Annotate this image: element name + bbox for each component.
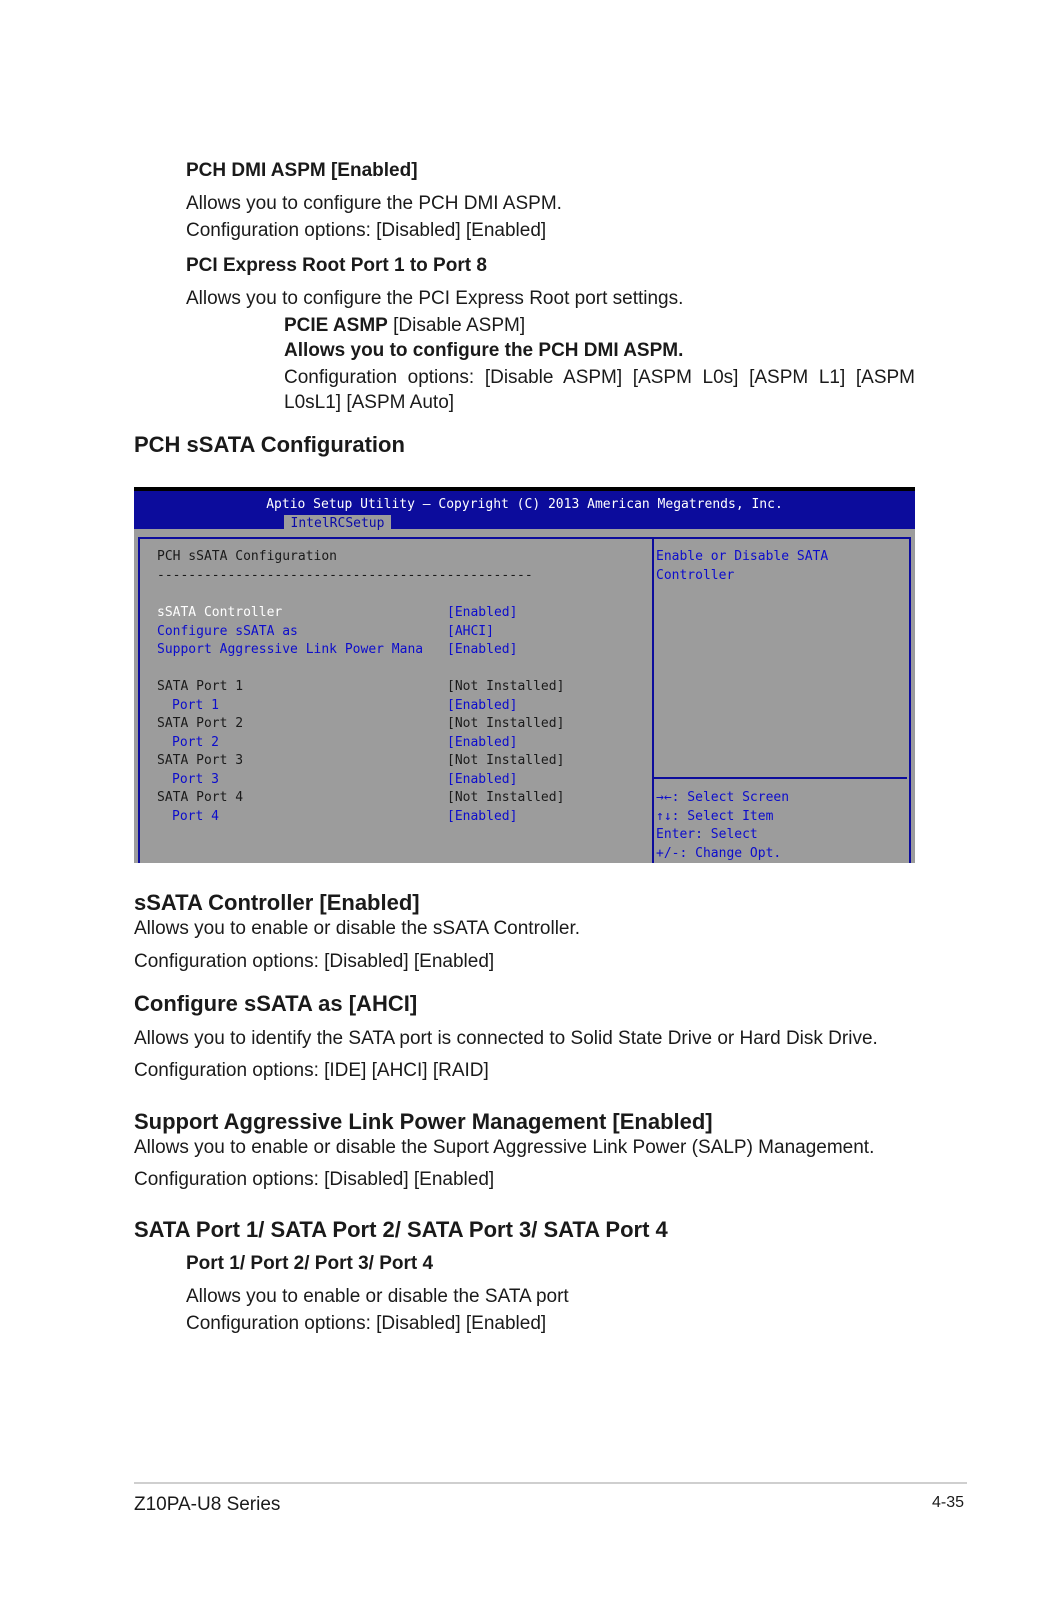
ssata-controller-options: Configuration options: [Disabled] [Enabled] (134, 951, 495, 972)
bios-row-configure-ssata-value[interactable]: [AHCI] (447, 624, 494, 639)
bios-key-enter-select: Enter: Select (656, 827, 758, 842)
footer-series: Z10PA-U8 Series (134, 1494, 281, 1515)
bios-row-port-3-label[interactable]: Port 3 (172, 772, 219, 787)
bios-help-separator (654, 777, 907, 779)
ssata-controller-desc: Allows you to enable or disable the sSATA Controller. (134, 918, 581, 939)
bios-row-port-3-value[interactable]: [Enabled] (447, 772, 518, 787)
bios-help-text-line1: Enable or Disable SATA (656, 549, 829, 564)
bios-row-ssata-controller-value[interactable]: [Enabled] (447, 605, 518, 620)
bios-row-port-2-value[interactable]: [Enabled] (447, 735, 518, 750)
bios-row-ssata-controller-label[interactable]: sSATA Controller (157, 605, 283, 620)
bios-row-sata-port-4-label: SATA Port 4 (157, 790, 244, 805)
bios-title: Aptio Setup Utility – Copyright (C) 2013 American Megatrends, Inc. (266, 497, 783, 512)
bios-row-salp-value[interactable]: [Enabled] (447, 642, 518, 657)
pcie-asmp-value: [Disable ASPM] (387, 315, 526, 336)
ssata-controller-heading: sSATA Controller [Enabled] (134, 890, 420, 915)
pci-express-root-port-heading: PCI Express Root Port 1 to Port 8 (186, 255, 487, 276)
bios-panel-title: PCH sSATA Configuration (157, 549, 338, 564)
bios-row-sata-port-2-value: [Not Installed] (447, 716, 565, 731)
bios-key-select-screen: →←: Select Screen (656, 790, 790, 805)
bios-tab-intelrcsetup[interactable]: IntelRCSetup (284, 515, 391, 533)
pcie-asmp-label: PCIE ASMP (284, 315, 388, 336)
bios-screenshot (134, 487, 915, 863)
bios-header-bar (134, 487, 915, 529)
configure-ssata-heading: Configure sSATA as [AHCI] (134, 991, 418, 1016)
ports-sub-heading: Port 1/ Port 2/ Port 3/ Port 4 (186, 1253, 434, 1274)
salp-desc: Allows you to enable or disable the Suport Aggressive Link Power (SALP) Management. (134, 1137, 875, 1158)
bios-row-sata-port-3-label: SATA Port 3 (157, 753, 244, 768)
bios-row-port-4-label[interactable]: Port 4 (172, 809, 219, 824)
configure-ssata-desc: Allows you to identify the SATA port is connected to Solid State Drive or Hard Disk Drive. (134, 1028, 878, 1049)
pch-ssata-configuration-heading: PCH sSATA Configuration (134, 432, 405, 457)
bios-help-text-line2: Controller (656, 568, 735, 583)
bios-row-port-1-value[interactable]: [Enabled] (447, 698, 518, 713)
salp-options: Configuration options: [Disabled] [Enabled] (134, 1169, 495, 1190)
footer-rule (134, 1482, 967, 1484)
pcie-asmp-options: Configuration options: [Disable ASPM] [ASPM L0s] [ASPM L1] [ASPM L0sL1] [ASPM Auto] (284, 367, 915, 413)
ports-options: Configuration options: [Disabled] [Enabled] (186, 1313, 547, 1334)
pcie-asmp-desc: Allows you to configure the PCH DMI ASPM. (284, 340, 684, 361)
bios-row-salp-label[interactable]: Support Aggressive Link Power Mana (157, 642, 424, 657)
pch-dmi-aspm-options: Configuration options: [Disabled] [Enabled] (186, 220, 547, 241)
bios-row-sata-port-1-value: [Not Installed] (447, 679, 565, 694)
ports-desc: Allows you to enable or disable the SATA port (186, 1286, 569, 1307)
bios-key-change-opt: +/-: Change Opt. (656, 846, 782, 861)
bios-row-port-1-label[interactable]: Port 1 (172, 698, 219, 713)
bios-row-sata-port-1-label: SATA Port 1 (157, 679, 244, 694)
pch-dmi-aspm-heading: PCH DMI ASPM [Enabled] (186, 160, 418, 181)
bios-row-port-2-label[interactable]: Port 2 (172, 735, 219, 750)
bios-row-sata-port-2-label: SATA Port 2 (157, 716, 244, 731)
bios-row-sata-port-4-value: [Not Installed] (447, 790, 565, 805)
bios-separator: ------------------------------------------------ (157, 568, 533, 583)
pci-express-root-port-desc: Allows you to configure the PCI Express Root port settings. (186, 288, 684, 309)
footer-page-number: 4-35 (932, 1494, 965, 1511)
bios-row-sata-port-3-value: [Not Installed] (447, 753, 565, 768)
bios-row-port-4-value[interactable]: [Enabled] (447, 809, 518, 824)
bios-row-configure-ssata-label[interactable]: Configure sSATA as (157, 624, 298, 639)
bios-frame (138, 537, 911, 863)
sata-ports-heading: SATA Port 1/ SATA Port 2/ SATA Port 3/ SATA Port 4 (134, 1217, 668, 1242)
configure-ssata-options: Configuration options: [IDE] [AHCI] [RAID] (134, 1060, 489, 1081)
bios-divider (652, 537, 654, 863)
pcie-asmp-heading (284, 315, 525, 337)
salp-heading: Support Aggressive Link Power Management [Enabled] (134, 1109, 713, 1134)
bios-key-select-item: ↑↓: Select Item (656, 809, 774, 824)
pch-dmi-aspm-desc: Allows you to configure the PCH DMI ASPM. (186, 193, 562, 214)
